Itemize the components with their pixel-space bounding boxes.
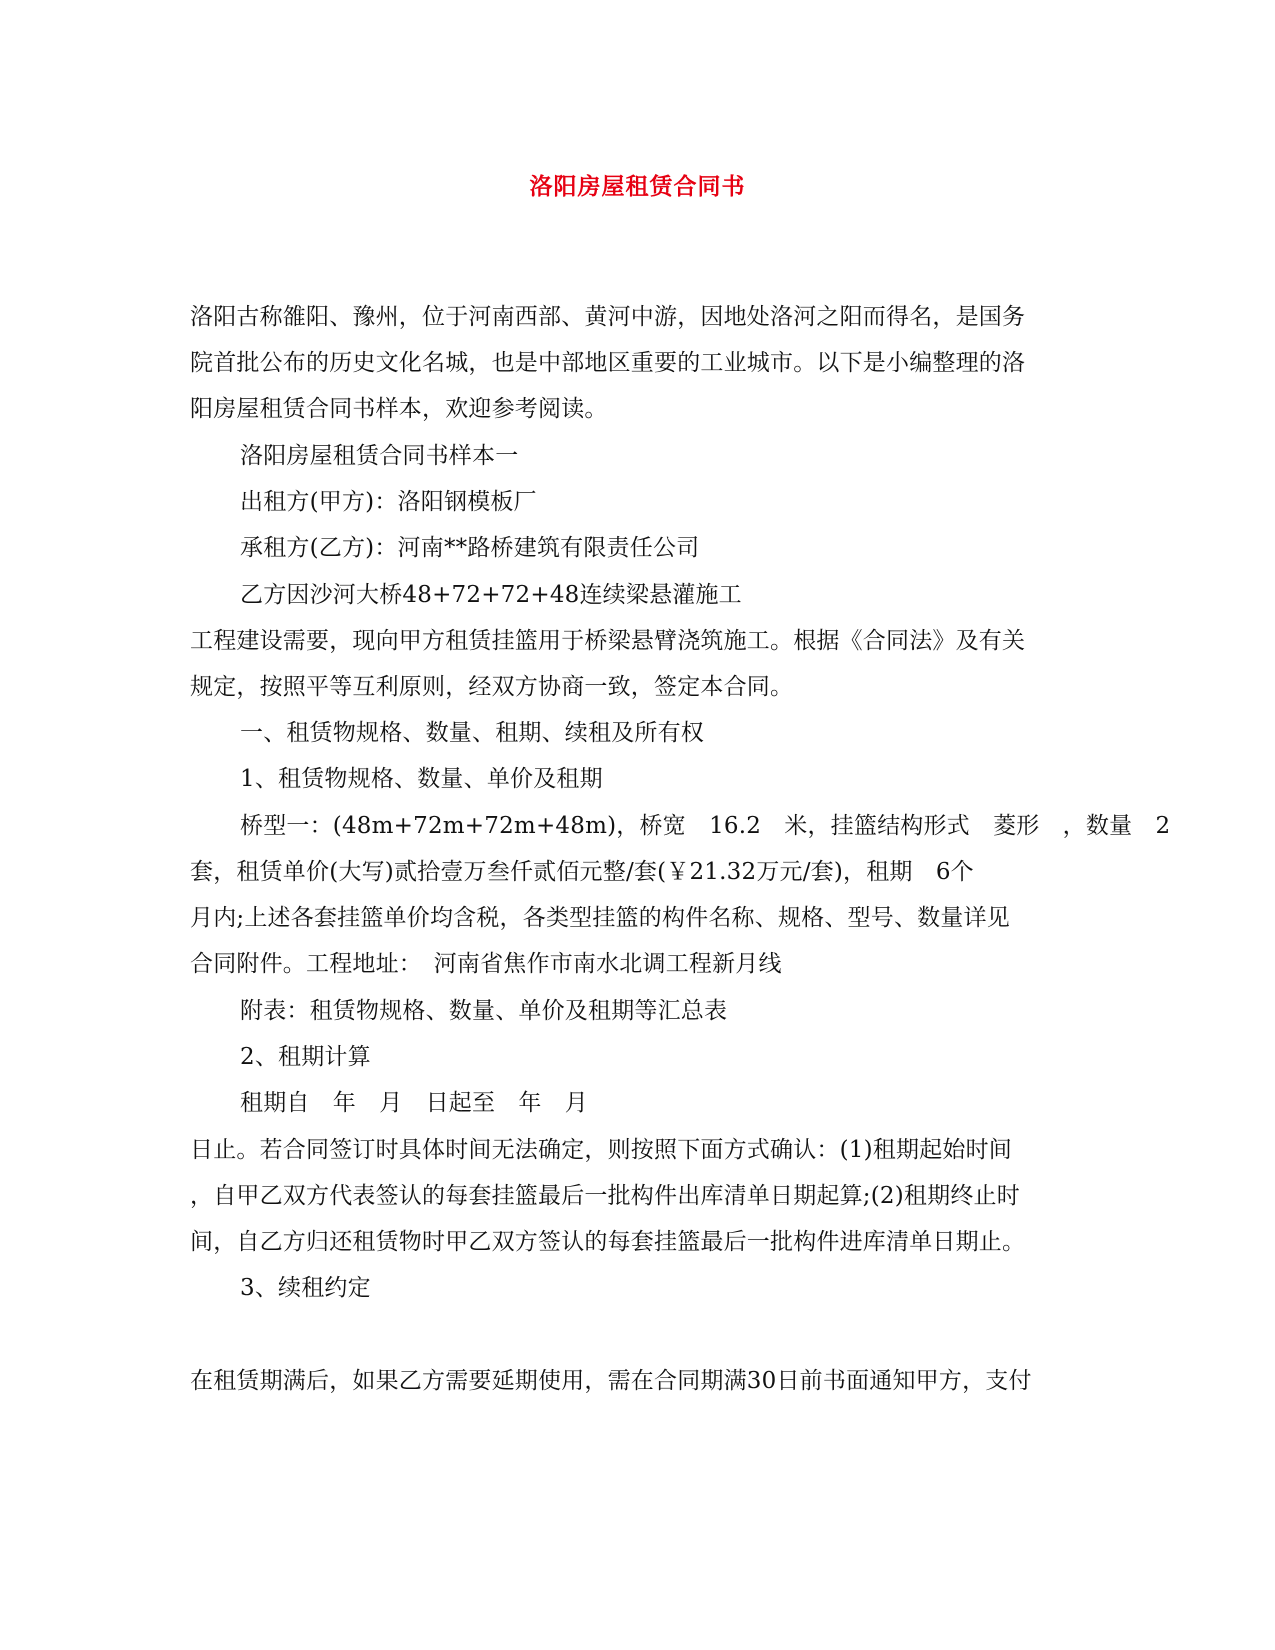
- lessor-line: 出租方(甲方)：洛阳钢模板厂: [240, 489, 537, 515]
- intro-line-3: 阳房屋租赁合同书样本，欢迎参考阅读。: [190, 396, 608, 422]
- paragraph-line: 日止。若合同签订时具体时间无法确定，则按照下面方式确认：(1)租期起始时间: [190, 1137, 1012, 1163]
- paragraph-line: 租期自 年 月 日起至 年 月: [240, 1090, 588, 1116]
- paragraph-line: ，自甲乙双方代表签认的每套挂篮最后一批构件出库清单日期起算;(2)租期终止时: [190, 1183, 1020, 1209]
- paragraph-line: 工程建设需要，现向甲方租赁挂篮用于桥梁悬臂浇筑施工。根据《合同法》及有关: [190, 628, 1026, 654]
- intro-line-1: 洛阳古称雒阳、豫州，位于河南西部、黄河中游，因地处洛河之阳而得名，是国务: [190, 304, 1026, 330]
- intro-line-2: 院首批公布的历史文化名城，也是中部地区重要的工业城市。以下是小编整理的洛: [190, 350, 1026, 376]
- paragraph-line: 规定，按照平等互利原则，经双方协商一致，签定本合同。: [190, 674, 794, 700]
- section-heading-1: 一、租赁物规格、数量、租期、续租及所有权: [240, 720, 704, 746]
- subsection-heading-1: 1、租赁物规格、数量、单价及租期: [240, 766, 603, 792]
- lessee-line: 承租方(乙方)：河南**路桥建筑有限责任公司: [240, 535, 700, 561]
- subsection-heading-2: 2、租期计算: [240, 1044, 371, 1070]
- paragraph-line: 套，租赁单价(大写)贰拾壹万叁仟贰佰元整/套(￥21.32万元/套)，租期 6个: [190, 859, 974, 885]
- paragraph-line: 间，自乙方归还租赁物时甲乙双方签认的每套挂篮最后一批构件进库清单日期止。: [190, 1229, 1026, 1255]
- paragraph-line: 月内;上述各套挂篮单价均含税，各类型挂篮的构件名称、规格、型号、数量详见: [190, 905, 1010, 931]
- subsection-heading-3: 3、续租约定: [240, 1275, 371, 1301]
- attachment-line: 附表：租赁物规格、数量、单价及租期等汇总表: [240, 998, 728, 1024]
- paragraph-line: 乙方因沙河大桥48+72+72+48连续梁悬灌施工: [240, 582, 742, 608]
- sample-heading: 洛阳房屋租赁合同书样本一: [240, 443, 519, 469]
- document-title: 洛阳房屋租赁合同书: [529, 173, 746, 200]
- paragraph-line: 合同附件。工程地址： 河南省焦作市南水北调工程新月线: [190, 951, 782, 977]
- paragraph-line: 在租赁期满后，如果乙方需要延期使用，需在合同期满30日前书面通知甲方，支付: [190, 1368, 1032, 1394]
- paragraph-line: 桥型一：(48m+72m+72m+48m)，桥宽 16.2 米，挂篮结构形式 菱形 ，数量 2: [240, 813, 1171, 839]
